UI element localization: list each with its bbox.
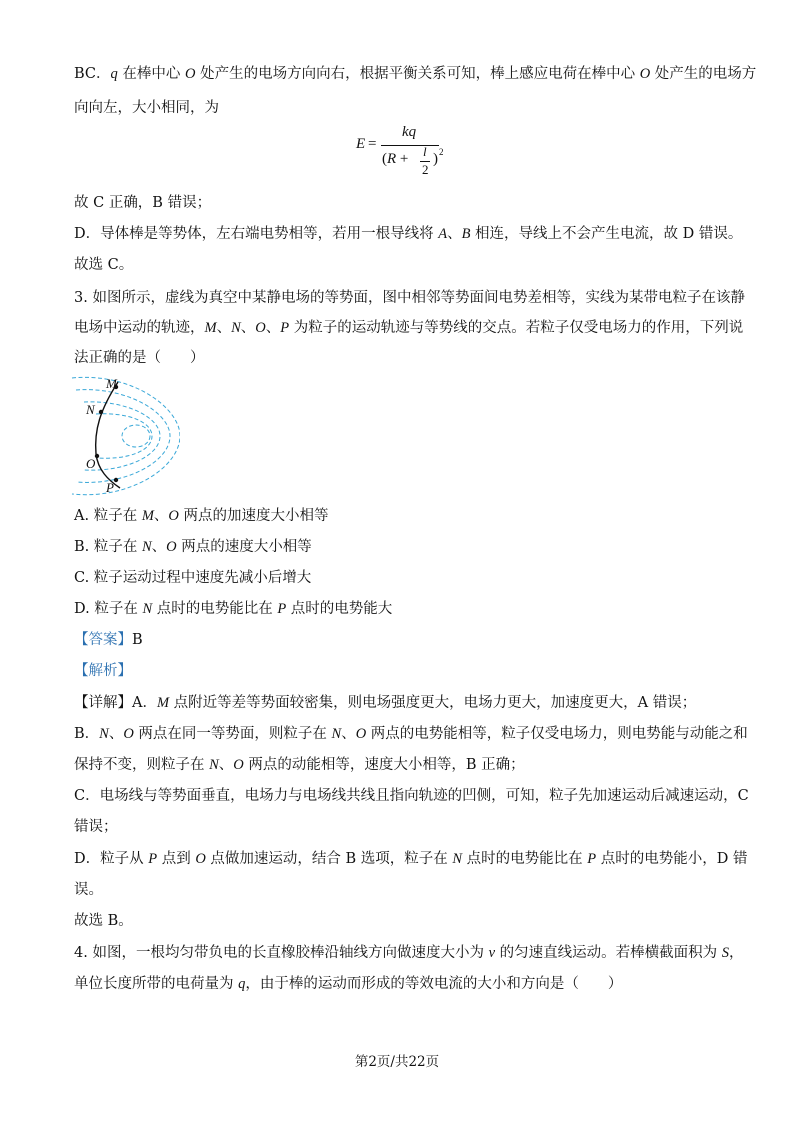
point-O: [95, 454, 99, 458]
detail-line: B．N、O 两点在同一等势面，则粒子在 N、O 两点的电势能相等，粒子仅受电场力，则电势能与动能之和: [74, 726, 748, 742]
question-3-text: 电场中运动的轨迹，M、N、O、P 为粒子的运动轨迹与等势线的交点。若粒子仅受电场力的作用，下列说: [74, 320, 744, 336]
option-c: C. 粒子运动过程中速度先减小后增大: [74, 570, 312, 586]
point-N: [99, 410, 103, 414]
text-line: BC．q 在棒中心 O 处产生的电场方向向右，根据平衡关系可知，棒上感应电荷在棒中心 O 处产生的电场方: [74, 66, 757, 82]
label-M: M: [106, 376, 117, 391]
detail-line: 故选 B。: [74, 913, 133, 929]
text-line: D．导体棒是等势体，左右端电势相等，若用一根导线将 A、B 相连，导线上不会产生电流，故 D 错误。: [74, 226, 743, 242]
equipotential-line-4: [96, 414, 152, 459]
equipotential-diagram: [70, 372, 180, 500]
label-O: O: [86, 456, 96, 471]
detail-line: 保持不变，则粒子在 N、O 两点的动能相等，速度大小相等，B 正确；: [74, 757, 525, 773]
analysis-label: 【解析】: [74, 663, 132, 679]
question-3-text: 3. 如图所示，虚线为真空中某静电场的等势面，图中相邻等势面间电势差相等，实线为某带电粒子在该静: [74, 290, 745, 306]
label-N: N: [86, 402, 95, 417]
detail-line: 错误；: [74, 819, 118, 835]
question-4-text: 单位长度所带的电荷量为 q，由于棒的运动而形成的等效电流的大小和方向是（ ）: [74, 976, 623, 992]
field-formula: E = kq (R + l 2 ) 2: [356, 124, 444, 177]
equipotential-line-5: [122, 425, 150, 447]
option-a: A. 粒子在 M、O 两点的加速度大小相等: [74, 508, 329, 524]
label-P: P: [106, 480, 114, 495]
detail-line: C．电场线与等势面垂直，电场力与电场线共线且指向轨迹的凹侧，可知，粒子先加速运动后减速运动，C: [74, 788, 749, 804]
page-footer: 第2页/共22页: [354, 1054, 440, 1070]
detail-line: 误。: [74, 882, 103, 898]
particle-trajectory: [96, 382, 120, 488]
detail-line: 【详解】A．M 点附近等差等势面较密集，则电场强度更大，电场力更大，加速度更大，A 错误；: [74, 695, 697, 711]
option-b: B. 粒子在 N、O 两点的速度大小相等: [74, 539, 312, 555]
option-d: D. 粒子在 N 点时的电势能比在 P 点时的电势能大: [74, 601, 393, 617]
question-4-text: 4. 如图，一根均匀带负电的长直橡胶棒沿轴线方向做速度大小为 v 的匀速直线运动。若棒横截面积为 S，: [74, 945, 744, 961]
text-line: 故选 C。: [74, 257, 134, 273]
answer-line: 【答案】B: [74, 632, 143, 648]
equipotential-line-1: [72, 377, 180, 494]
point-P: [114, 478, 118, 482]
equipotential-figure: [70, 372, 180, 500]
text-line: 故 C 正确，B 错误；: [74, 195, 212, 211]
detail-line: D．粒子从 P 点到 O 点做加速运动，结合 B 选项，粒子在 N 点时的电势能比在 P 点时的电势能小，D 错: [74, 851, 748, 867]
text-line: 向向左，大小相同，为: [74, 100, 219, 116]
question-3-text: 法正确的是（ ）: [74, 350, 205, 366]
